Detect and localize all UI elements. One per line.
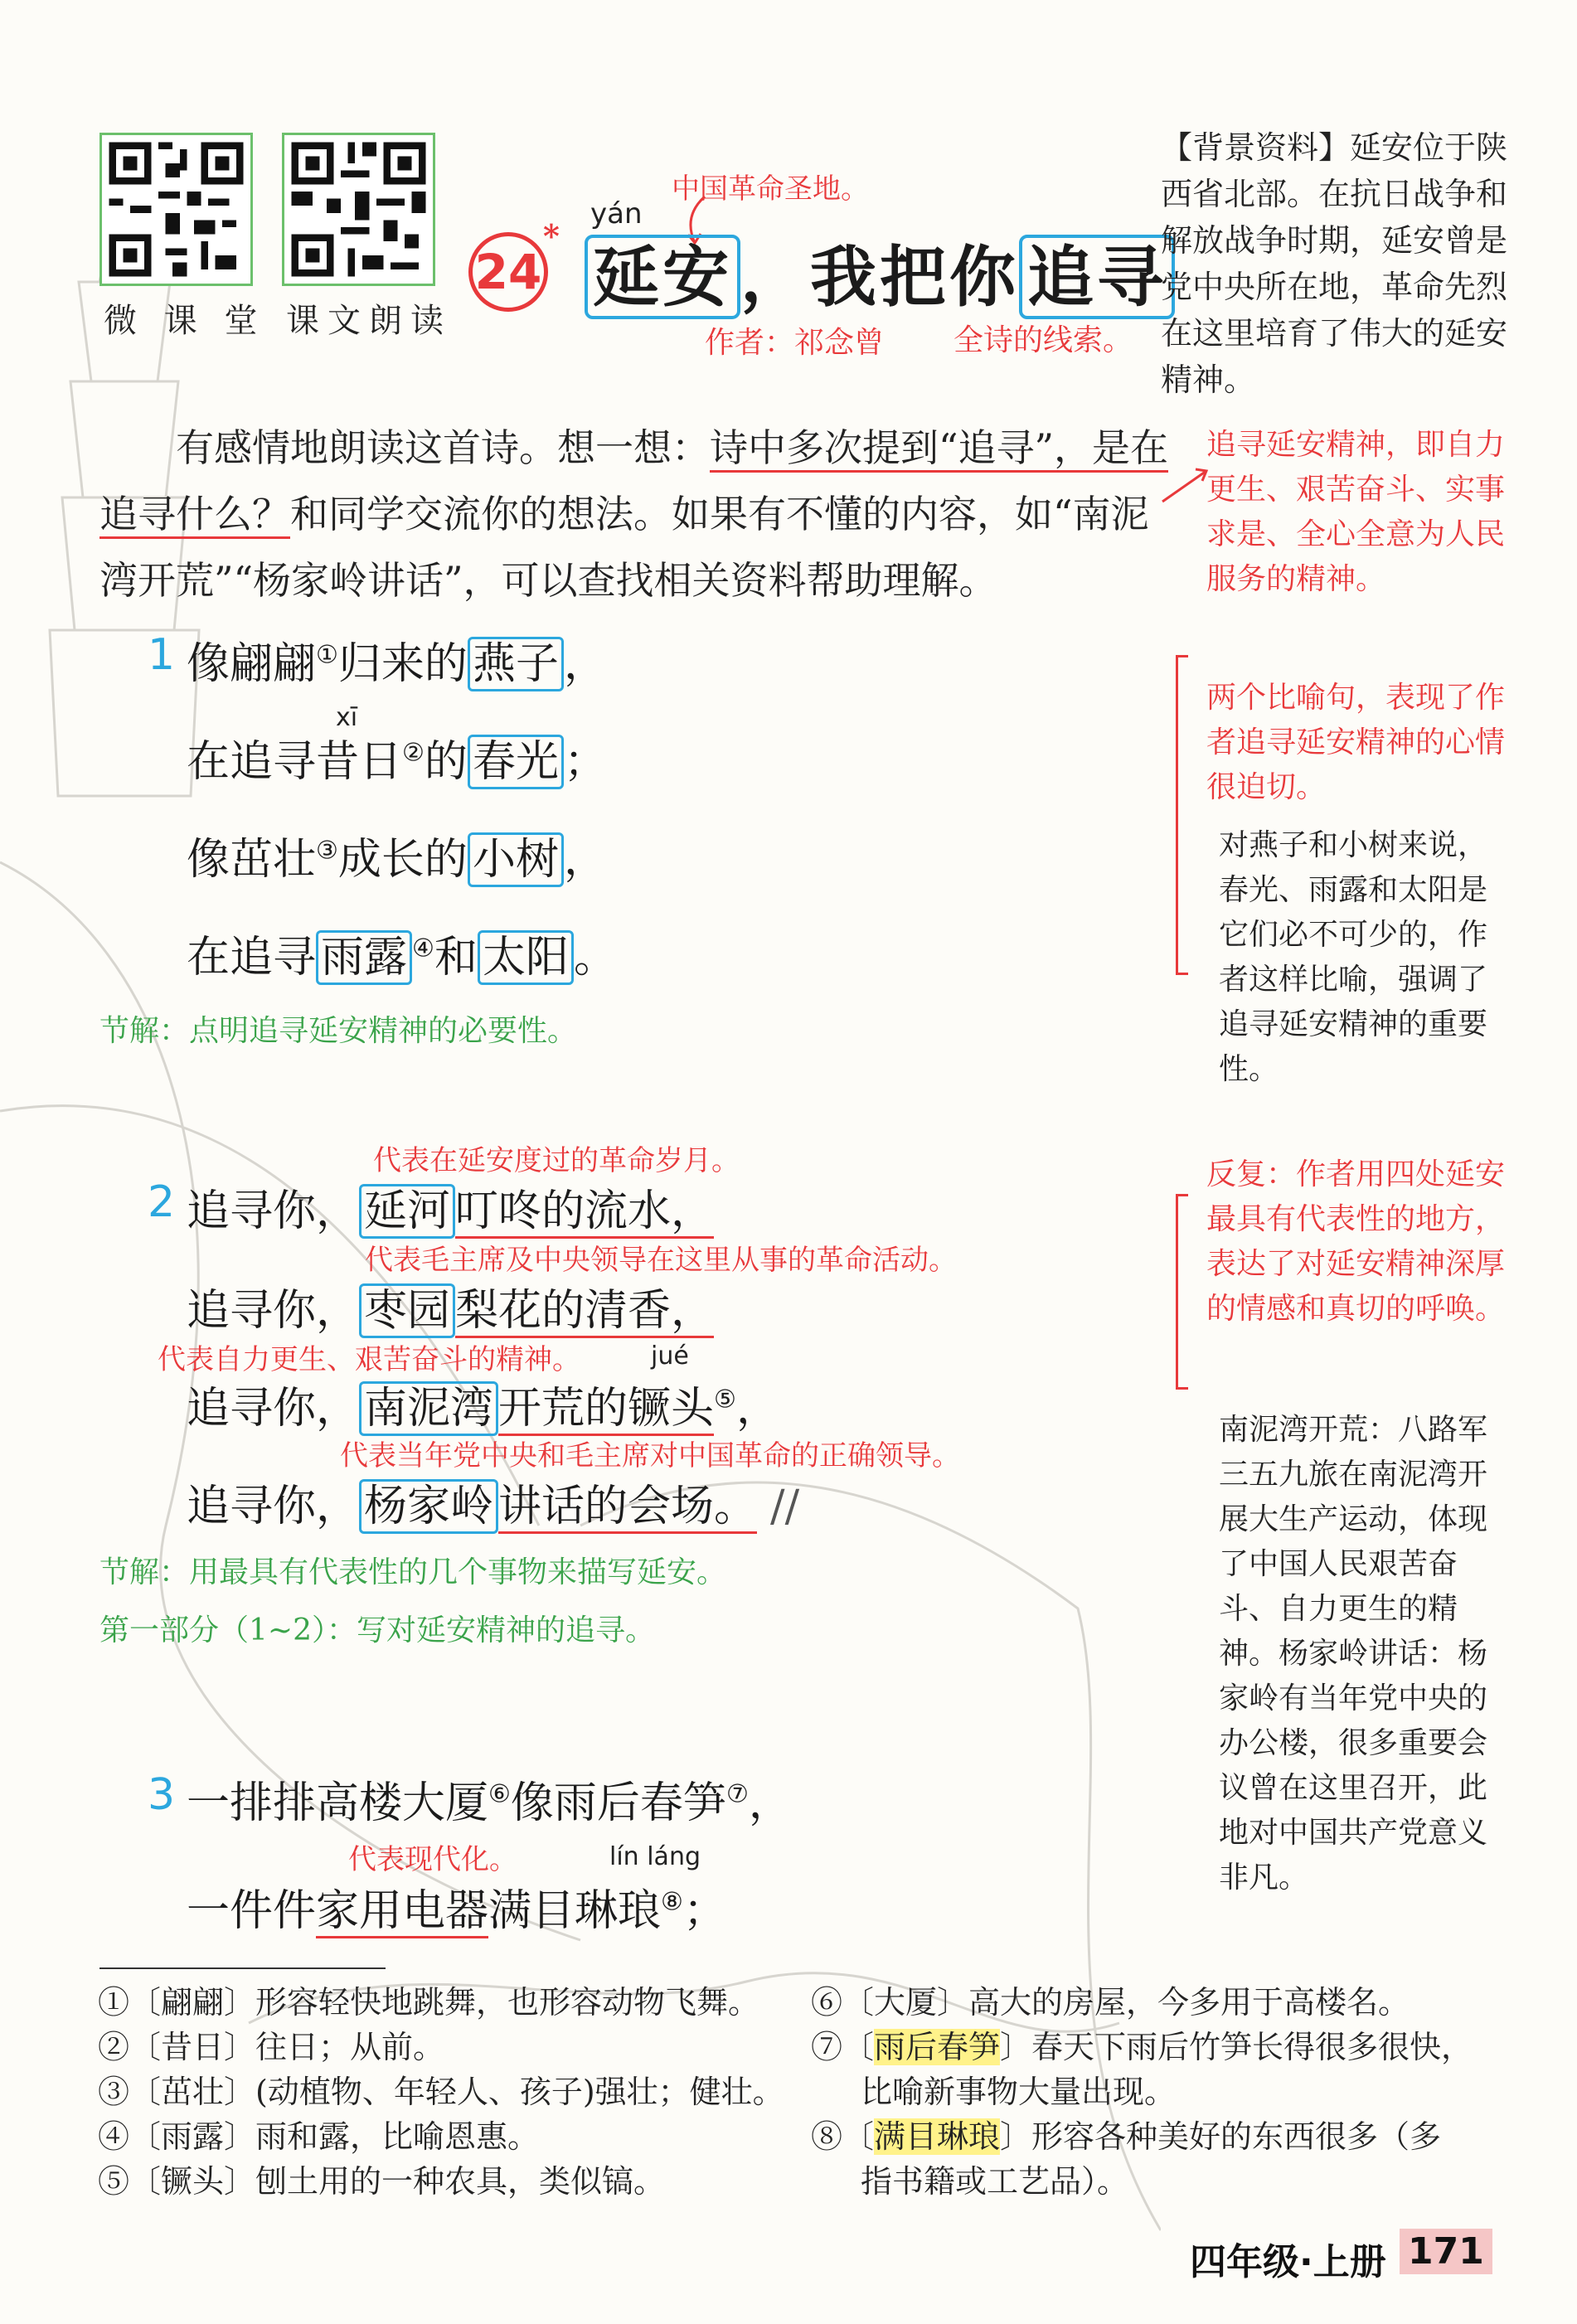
stanza-3-line-2 bbox=[187, 1875, 726, 1938]
s3l1-c: ， bbox=[748, 1778, 792, 1828]
background-label: 【背景资料】 bbox=[1161, 129, 1351, 166]
s1l3-b: 成长的 bbox=[337, 835, 468, 885]
stanza-1-section-note: 节解：点明追寻延安精神的必要性。 bbox=[99, 1014, 578, 1048]
fn8-a: ⑧〔 bbox=[811, 2118, 875, 2155]
side-bracket-2 bbox=[1176, 1194, 1188, 1390]
footnote-ref-2[interactable]: ② bbox=[402, 738, 425, 768]
part-one-note: 第一部分（1~2）：写对延安精神的追寻。 bbox=[99, 1613, 655, 1647]
s2l2-c: 梨花的清香， bbox=[455, 1286, 714, 1338]
word-nanniwan: 南泥湾 bbox=[359, 1381, 498, 1436]
lesson-number-badge: 24 bbox=[468, 232, 548, 312]
stanza-2-section-note: 节解：用最具有代表性的几个事物来描写延安。 bbox=[99, 1555, 727, 1589]
s2l3-a: 追寻你， bbox=[187, 1384, 360, 1434]
s2l1-a: 追寻你， bbox=[187, 1186, 360, 1236]
stanza-1-line-2 bbox=[187, 726, 607, 788]
title-yanan: 延安 bbox=[585, 235, 740, 319]
footnote-7 bbox=[811, 2025, 1473, 2069]
intro-text-a: 有感情地朗读这首诗。想一想： bbox=[176, 425, 710, 470]
background-text: 延安位于陕西省北部。在抗日战争和解放战争时期，延安曾是党中央所在地，革命先烈在这里培育了伟大的延安精神。 bbox=[1161, 129, 1508, 398]
word-yanhe: 延河 bbox=[359, 1184, 455, 1239]
s3l2-a: 一件件 bbox=[187, 1886, 317, 1936]
qr-right-label: 课文朗读 bbox=[286, 302, 452, 340]
s1l4-a: 在追寻 bbox=[187, 933, 317, 982]
s1l4-e: 。 bbox=[573, 933, 617, 982]
s1l4-c: 和 bbox=[434, 933, 478, 982]
footnote-ref-4[interactable]: ④ bbox=[412, 934, 434, 963]
footnote-8 bbox=[811, 2114, 1441, 2159]
word-yanzi: 燕子 bbox=[468, 637, 564, 691]
qr-code-micro-class[interactable] bbox=[99, 133, 253, 286]
stanza-2-note-3: 代表自力更生、艰苦奋斗的精神。 bbox=[158, 1343, 580, 1376]
s1l3-a: 像茁壮 bbox=[187, 835, 317, 885]
stanza-3-number: 3 bbox=[148, 1770, 176, 1820]
side-bracket-1 bbox=[1176, 655, 1188, 975]
word-yulu: 雨露 bbox=[316, 930, 412, 985]
intro-question: 诗中多次提到“追寻”，是在追寻什么？ bbox=[99, 425, 1168, 539]
fn7-a: ⑦〔 bbox=[811, 2029, 875, 2065]
intro-paragraph bbox=[99, 415, 1169, 614]
word-jiayongdianqi: 家用电器 bbox=[316, 1886, 488, 1938]
stanza-2-line-1 bbox=[187, 1176, 714, 1238]
stanza-2-note-4: 代表当年党中央和毛主席对中国革命的正确领导。 bbox=[340, 1439, 960, 1473]
footnote-7-cont: 比喻新事物大量出现。 bbox=[861, 2074, 1177, 2110]
footnote-3: ③〔茁壮〕(动植物、年轻人、孩子)强壮；健壮。 bbox=[98, 2074, 784, 2110]
stanza-1-line-1 bbox=[187, 628, 607, 691]
stanza-3-line-1 bbox=[187, 1768, 792, 1830]
stanza-1-line-3 bbox=[187, 824, 607, 886]
s2l2-a: 追寻你， bbox=[187, 1286, 360, 1336]
grade-label: 四年级·上册 bbox=[1190, 2241, 1386, 2283]
s3l1-a: 一排排高楼大厦 bbox=[187, 1778, 489, 1828]
side-note-answer: 追寻延安精神，即自力更生、艰苦奋斗、实事求是、全心全意为人民服务的精神。 bbox=[1206, 428, 1506, 596]
footnote-ref-8[interactable]: ⑧ bbox=[661, 1887, 683, 1917]
s2l3-d: ， bbox=[735, 1384, 779, 1434]
fn7-term: 雨后春笋 bbox=[874, 2029, 1001, 2065]
s1l1-d: ， bbox=[563, 639, 607, 689]
s2l4-c: 讲话的会场。 bbox=[498, 1482, 757, 1534]
s2l1-c: 叮咚的流水， bbox=[455, 1186, 714, 1239]
stanza-2-line-4 bbox=[187, 1471, 799, 1533]
pinyin-linlang: lín láng bbox=[609, 1842, 701, 1871]
title-pinyin: yán bbox=[590, 197, 643, 230]
s3l2-d: ； bbox=[682, 1886, 726, 1936]
s1l2-d: ； bbox=[563, 737, 607, 787]
s2l4-a: 追寻你， bbox=[187, 1482, 360, 1531]
title-middle: 我把你 bbox=[810, 238, 1019, 316]
stanza-2-line-3 bbox=[187, 1373, 779, 1435]
qr-code-text-reading[interactable] bbox=[282, 133, 435, 286]
word-taiyang: 太阳 bbox=[478, 930, 574, 985]
title-comma: ， bbox=[740, 238, 810, 316]
qr-left-label: 微 课 堂 bbox=[104, 302, 266, 340]
page-number: 171 bbox=[1400, 2229, 1492, 2274]
stanza-1-line-4 bbox=[187, 922, 617, 984]
stanza-2-line-2 bbox=[187, 1275, 714, 1337]
pinyin-xi: xī bbox=[336, 703, 358, 732]
side-note-repetition: 反复：作者用四处延安最具有代表性的地方，表达了对延安精神深厚的情感和真切的呼唤。 bbox=[1206, 1157, 1506, 1326]
lesson-title bbox=[585, 224, 1175, 319]
s1l2-a: 在追寻昔日 bbox=[187, 737, 403, 787]
fn8-b: 〕形容各种美好的东西很多（多 bbox=[1000, 2118, 1442, 2155]
footnote-ref-3[interactable]: ③ bbox=[316, 836, 338, 866]
s1l2-b: 的 bbox=[424, 737, 468, 787]
clue-note: 全诗的线索。 bbox=[953, 323, 1133, 357]
side-note-importance: 对燕子和小树来说，春光、雨露和太阳是它们必不可少的，作者这样比喻，强调了追寻延安精神的重要性。 bbox=[1219, 828, 1488, 1086]
s3l1-b: 像雨后春笋 bbox=[510, 1778, 726, 1828]
word-zaoyuan: 枣园 bbox=[359, 1283, 455, 1338]
footnote-8-cont: 指书籍或工艺品）。 bbox=[861, 2163, 1129, 2200]
side-note-metaphor: 两个比喻句，表现了作者追寻延安精神的心情很迫切。 bbox=[1206, 681, 1506, 804]
footnote-ref-1[interactable]: ① bbox=[316, 640, 338, 670]
stanza-2-note-2: 代表毛主席及中央领导在这里从事的革命活动。 bbox=[365, 1244, 957, 1277]
author-line: 作者：祁念曾 bbox=[705, 326, 885, 360]
footnote-6: ⑥〔大厦〕高大的房屋，今多用于高楼名。 bbox=[811, 1984, 1410, 2021]
s1l1-b: 归来的 bbox=[337, 639, 468, 689]
side-note-places: 南泥湾开荒：八路军三五九旅在南泥湾开展大生产运动，体现了中国人民艰苦奋斗、自力更生的精神。杨家岭讲话：杨家岭有当年党中央的办公楼，很多重要会议曾在这里召开，此地对中国共产党意义非凡。 bbox=[1219, 1413, 1488, 1895]
footnote-ref-6[interactable]: ⑥ bbox=[488, 1779, 511, 1809]
footnote-4: ④〔雨露〕雨和露，比喻恩惠。 bbox=[98, 2118, 540, 2155]
footnote-divider bbox=[99, 1967, 386, 1969]
section-break-mark: // bbox=[770, 1482, 800, 1531]
s1l1-a: 像翩翩 bbox=[187, 639, 317, 689]
stanza-3-note: 代表现代化。 bbox=[348, 1843, 517, 1876]
footnote-ref-7[interactable]: ⑦ bbox=[725, 1779, 749, 1809]
s3l2-c: 满目琳琅 bbox=[488, 1886, 662, 1936]
word-chunguang: 春光 bbox=[468, 735, 564, 789]
word-yangjialing: 杨家岭 bbox=[359, 1479, 498, 1534]
footnote-1: ①〔翩翩〕形容轻快地跳舞，也形容动物飞舞。 bbox=[98, 1984, 760, 2021]
fn7-b: 〕春天下雨后竹笋长得很多很快， bbox=[1000, 2029, 1473, 2065]
s1l3-d: ， bbox=[563, 835, 607, 885]
word-xiaoshu: 小树 bbox=[468, 832, 564, 887]
stanza-2-number: 2 bbox=[148, 1177, 176, 1227]
answer-arrow bbox=[1161, 464, 1211, 506]
title-zhuixun: 追寻 bbox=[1019, 235, 1175, 319]
intro-text-c: 和同学交流你的想法。如果有不懂的内容，如“南泥湾开荒”“杨家岭讲话”，可以查找相关资料帮助理解。 bbox=[99, 492, 1149, 603]
pinyin-jue: jué bbox=[651, 1342, 689, 1371]
title-note-top: 中国革命圣地。 bbox=[672, 172, 869, 206]
stanza-1-number: 1 bbox=[148, 630, 176, 680]
lesson-star: * bbox=[543, 217, 560, 255]
stanza-2-note-1: 代表在延安度过的革命岁月。 bbox=[373, 1144, 740, 1177]
footnote-ref-5[interactable]: ⑤ bbox=[714, 1385, 736, 1414]
background-info bbox=[1161, 124, 1538, 403]
footnote-5: ⑤〔镢头〕刨土用的一种农具，类似镐。 bbox=[98, 2163, 666, 2200]
fn8-term: 满目琳琅 bbox=[874, 2118, 1001, 2155]
footnote-2: ②〔昔日〕往日；从前。 bbox=[98, 2029, 445, 2065]
s2l3-c: 开荒的镢头 bbox=[498, 1384, 714, 1436]
